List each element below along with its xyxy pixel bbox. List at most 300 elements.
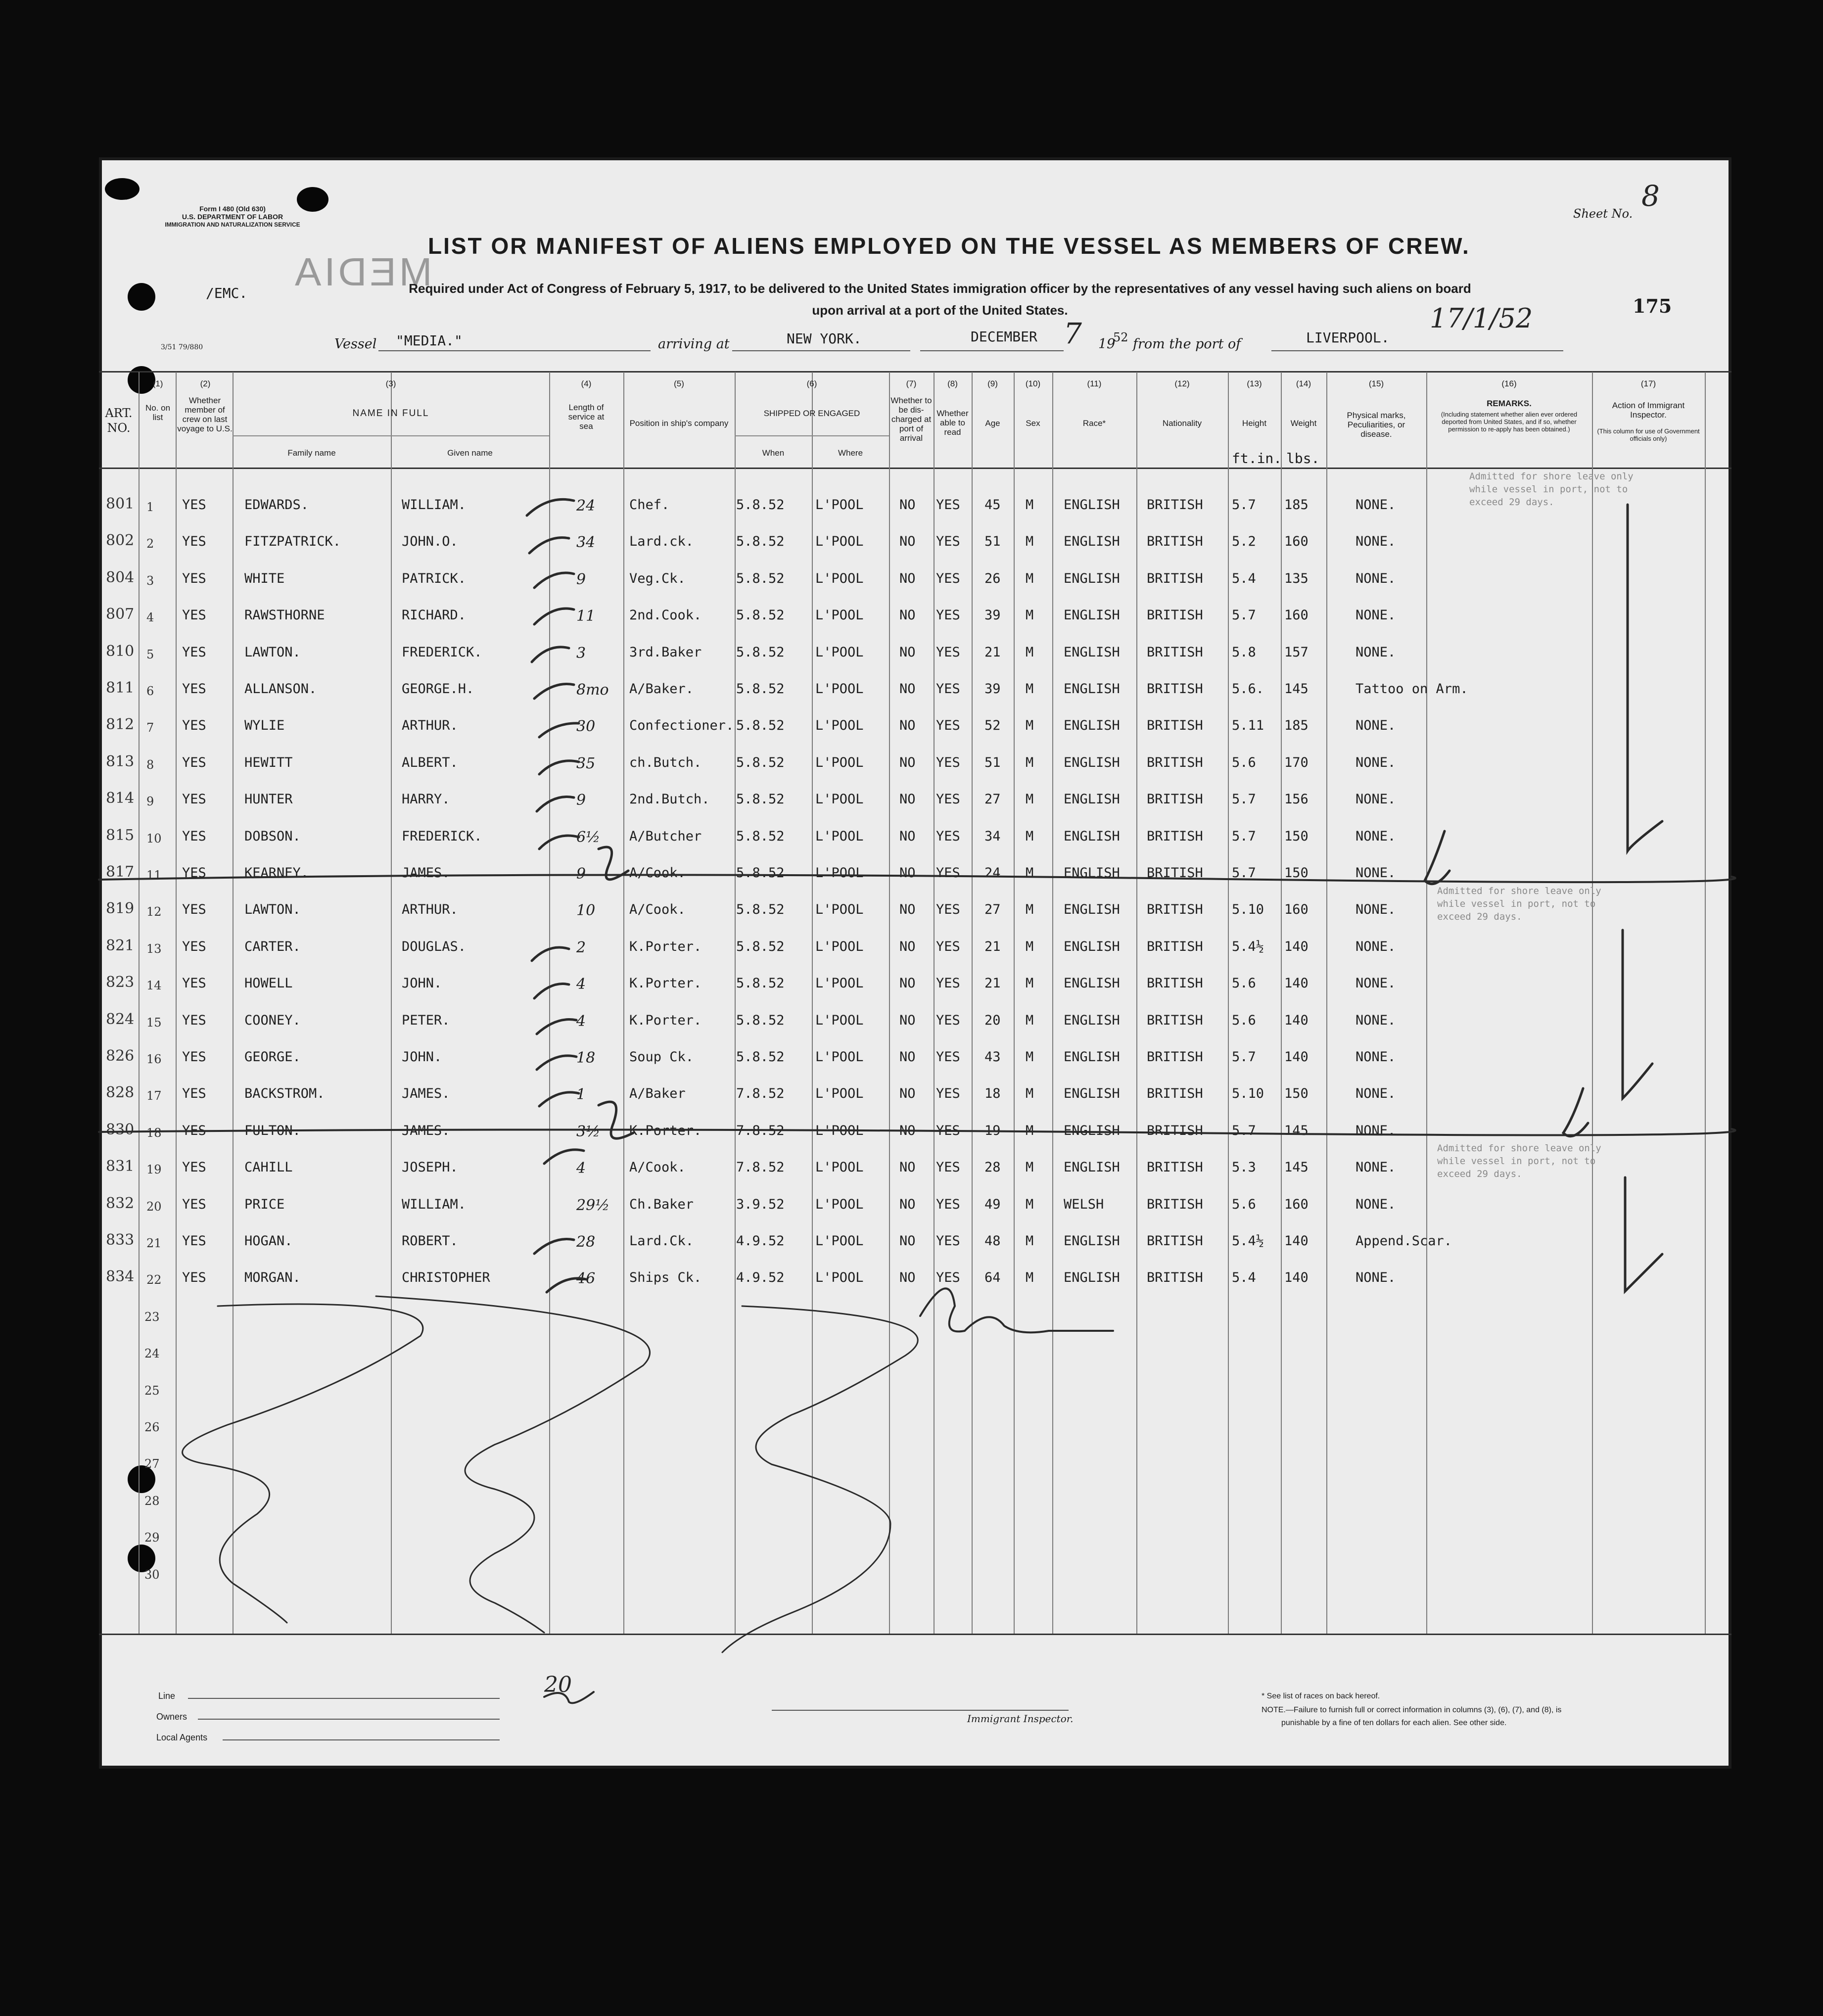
art-number: 817: [106, 863, 135, 881]
cell-race: ENGLISH: [1064, 534, 1120, 550]
cell-given: JOHN.O.: [402, 534, 458, 550]
cell-when: 5.8.52: [736, 754, 785, 770]
art-number: 826: [106, 1047, 135, 1065]
cell-prev: YES: [182, 534, 206, 550]
cell-read: YES: [936, 681, 960, 697]
cell-weight: 150: [1284, 1086, 1309, 1102]
cell-weight: 145: [1284, 681, 1309, 697]
cell-nat: BRITISH: [1147, 902, 1203, 918]
header-remarks: REMARKS.: [1487, 399, 1532, 408]
handwritten-date: 17/1/52: [1430, 303, 1533, 334]
header-col3-num: (3): [385, 379, 396, 388]
cell-weight: 150: [1284, 828, 1309, 844]
cell-position: A/Butcher: [629, 828, 702, 844]
cell-position: 2nd.Butch.: [629, 792, 710, 807]
cell-where: L'POOL: [815, 754, 864, 770]
cell-given: FREDERICK.: [402, 644, 482, 660]
cell-sex: M: [1026, 792, 1034, 807]
cell-no: 17: [146, 1089, 162, 1103]
art-number: 832: [106, 1194, 135, 1212]
cell-no: 20: [146, 1199, 162, 1214]
cell-given: JOHN.: [402, 1049, 442, 1065]
cell-prev: YES: [182, 828, 206, 844]
cell-no: 6: [146, 684, 154, 698]
cell-where: L'POOL: [815, 976, 864, 991]
cell-weight: 145: [1284, 1123, 1309, 1138]
art-number: 812: [106, 716, 135, 734]
cell-race: ENGLISH: [1064, 1160, 1120, 1175]
cell-read: YES: [936, 718, 960, 734]
cell-where: L'POOL: [815, 1160, 864, 1175]
art-number: 824: [106, 1010, 135, 1028]
cell-given: ROBERT.: [402, 1233, 458, 1249]
cell-marks: NONE.: [1356, 1049, 1396, 1065]
cell-prev: YES: [182, 1160, 206, 1175]
cell-no: 14: [146, 979, 162, 993]
art-number: 833: [106, 1231, 135, 1249]
cell-prev: YES: [182, 754, 206, 770]
vessel-label: Vessel: [334, 336, 377, 352]
cell-where: L'POOL: [815, 570, 864, 586]
cell-sex: M: [1026, 1123, 1034, 1138]
cell-read: YES: [936, 865, 960, 881]
cell-prev: YES: [182, 1270, 206, 1286]
sheet-label: Sheet No.: [1573, 207, 1633, 221]
cell-prev: YES: [182, 1196, 206, 1212]
cell-no: 2: [146, 537, 154, 551]
cell-when: 5.8.52: [736, 865, 785, 881]
cell-disch: NO: [899, 828, 916, 844]
art-number: 815: [106, 826, 135, 844]
cell-position: A/Cook.: [629, 902, 686, 918]
cell-given: GEORGE.H.: [402, 681, 474, 697]
cell-sex: M: [1026, 902, 1034, 918]
cell-nat: BRITISH: [1147, 1196, 1203, 1212]
cell-where: L'POOL: [815, 1270, 864, 1286]
footer-owners-label: Owners: [156, 1712, 187, 1722]
cell-position: ch.Butch.: [629, 754, 702, 770]
cell-weight: 160: [1284, 608, 1309, 623]
print-code: 3/51 79/880: [161, 343, 203, 351]
cell-age: 27: [984, 792, 1001, 807]
art-number: 811: [106, 679, 135, 697]
cell-prev: YES: [182, 792, 206, 807]
page-number: 175: [1633, 295, 1672, 317]
cell-given: JAMES.: [402, 1123, 450, 1138]
cell-weight: 185: [1284, 718, 1309, 734]
cell-read: YES: [936, 608, 960, 623]
cell-nat: BRITISH: [1147, 497, 1203, 513]
cell-nat: BRITISH: [1147, 718, 1203, 734]
cell-when: 5.8.52: [736, 792, 785, 807]
cell-given: ARTHUR.: [402, 718, 458, 734]
cell-disch: NO: [899, 1049, 916, 1065]
cell-race: ENGLISH: [1064, 1123, 1120, 1138]
art-number: 834: [106, 1268, 135, 1286]
cell-nat: BRITISH: [1147, 1012, 1203, 1028]
cell-marks: NONE.: [1356, 938, 1396, 954]
cell-weight: 140: [1284, 976, 1309, 991]
cell-height: 5.6: [1232, 754, 1256, 770]
cell-service: 35: [576, 754, 596, 772]
header-discharged: Whether to be dis-charged at port of arrival: [890, 396, 932, 443]
cell-nat: BRITISH: [1147, 608, 1203, 623]
cell-position: A/Cook.: [629, 1160, 686, 1175]
cell-no: 8: [146, 757, 154, 772]
cell-age: 26: [984, 570, 1001, 586]
cell-marks: NONE.: [1356, 1270, 1396, 1286]
header-previous-voyage: Whether member of crew on last voyage to U.S.: [177, 396, 233, 433]
cell-service: 28: [576, 1233, 596, 1251]
cell-age: 28: [984, 1160, 1001, 1175]
cell-race: ENGLISH: [1064, 644, 1120, 660]
cell-race: ENGLISH: [1064, 497, 1120, 513]
art-number: 830: [106, 1121, 135, 1138]
cell-nat: BRITISH: [1147, 865, 1203, 881]
cell-height: 5.7: [1232, 1049, 1256, 1065]
cell-where: L'POOL: [815, 608, 864, 623]
cell-no: 5: [146, 647, 154, 661]
cell-family: HEWITT: [244, 754, 293, 770]
cell-family: GEORGE.: [244, 1049, 301, 1065]
cell-disch: NO: [899, 1196, 916, 1212]
cell-sex: M: [1026, 1086, 1034, 1102]
cell-given: JOHN.: [402, 976, 442, 991]
cell-nat: BRITISH: [1147, 792, 1203, 807]
cell-sex: M: [1026, 718, 1034, 734]
cell-when: 5.8.52: [736, 828, 785, 844]
cell-race: ENGLISH: [1064, 718, 1120, 734]
cell-height: 5.10: [1232, 1086, 1264, 1102]
cell-sex: M: [1026, 865, 1034, 881]
footer-agents-label: Local Agents: [156, 1733, 208, 1742]
header-col14-num: (14): [1296, 379, 1311, 388]
cell-given: WILLIAM.: [402, 1196, 467, 1212]
art-number: 802: [106, 532, 135, 550]
cell-when: 5.8.52: [736, 681, 785, 697]
header-col16-num: (16): [1501, 379, 1517, 388]
cell-marks: NONE.: [1356, 497, 1396, 513]
cell-sex: M: [1026, 534, 1034, 550]
cell-no: 18: [146, 1125, 162, 1140]
cell-age: 52: [984, 718, 1001, 734]
footer-line-label: Line: [158, 1691, 176, 1701]
header-col6-num: (6): [806, 379, 817, 388]
cell-position: Veg.Ck.: [629, 570, 686, 586]
cell-given: WILLIAM.: [402, 497, 467, 513]
header-col5-num: (5): [674, 379, 684, 388]
cell-race: ENGLISH: [1064, 1270, 1120, 1286]
cell-age: 20: [984, 1012, 1001, 1028]
footnote-penalty-1: NOTE.—Failure to furnish full or correct information in columns (3), (6), (7), and (8), is: [1262, 1706, 1562, 1714]
cell-family: EDWARDS.: [244, 497, 309, 513]
cell-read: YES: [936, 754, 960, 770]
cell-race: ENGLISH: [1064, 865, 1120, 881]
cell-family: CARTER.: [244, 938, 301, 954]
cell-family: COONEY.: [244, 1012, 301, 1028]
cell-nat: BRITISH: [1147, 534, 1203, 550]
cell-sex: M: [1026, 938, 1034, 954]
cell-family: FITZPATRICK.: [244, 534, 341, 550]
cell-service: 30: [576, 718, 596, 736]
cell-marks: NONE.: [1356, 1160, 1396, 1175]
cell-family: CAHILL: [244, 1160, 293, 1175]
cell-read: YES: [936, 1049, 960, 1065]
cell-position: 2nd.Cook.: [629, 608, 702, 623]
header-physical-marks: Physical marks, Peculiarities, or disease.: [1347, 411, 1406, 439]
header-remarks-note: (Including statement whether alien ever ordered deported from United States, and if so, whether permission to re-apply has been obtained.): [1441, 411, 1578, 433]
cell-family: WHITE: [244, 570, 285, 586]
cell-family: HOWELL: [244, 976, 293, 991]
cell-prev: YES: [182, 1233, 206, 1249]
cell-disch: NO: [899, 1123, 916, 1138]
cell-prev: YES: [182, 497, 206, 513]
vessel-name: "MEDIA.": [396, 332, 463, 349]
arriving-label: arriving at: [658, 336, 730, 352]
cell-marks: NONE.: [1356, 534, 1396, 550]
cell-family: HOGAN.: [244, 1233, 293, 1249]
departure-port: LIVERPOOL.: [1306, 329, 1390, 346]
header-col8-num: (8): [947, 379, 958, 388]
header-able-to-read: Whether able to read: [936, 409, 969, 437]
cell-marks: NONE.: [1356, 608, 1396, 623]
cell-where: L'POOL: [815, 902, 864, 918]
cell-position: K.Porter.: [629, 976, 702, 991]
art-number: 807: [106, 606, 135, 623]
cell-read: YES: [936, 534, 960, 550]
cell-race: ENGLISH: [1064, 570, 1120, 586]
empty-row-number: 27: [144, 1457, 160, 1471]
cell-prev: YES: [182, 902, 206, 918]
cell-weight: 140: [1284, 1049, 1309, 1065]
cell-sex: M: [1026, 1270, 1034, 1286]
cell-age: 21: [984, 938, 1001, 954]
cell-prev: YES: [182, 1012, 206, 1028]
cell-age: 51: [984, 754, 1001, 770]
cell-no: 10: [146, 831, 162, 845]
cell-height: 5.4½: [1232, 938, 1264, 954]
empty-row-number: 25: [144, 1383, 160, 1398]
cell-when: 5.8.52: [736, 534, 785, 550]
cell-age: 24: [984, 865, 1001, 881]
cell-service: 8mo: [576, 681, 609, 699]
cell-when: 5.8.52: [736, 1049, 785, 1065]
cell-sex: M: [1026, 1049, 1034, 1065]
cell-race: ENGLISH: [1064, 976, 1120, 991]
header-no-on-list: No. on list: [145, 403, 171, 422]
cell-where: L'POOL: [815, 681, 864, 697]
cell-position: A/Baker.: [629, 681, 694, 697]
cell-weight: 145: [1284, 1160, 1309, 1175]
arrival-month: DECEMBER: [971, 328, 1037, 345]
cell-service: 3½: [576, 1123, 601, 1140]
cell-given: ALBERT.: [402, 754, 458, 770]
cell-height: 5.7: [1232, 1123, 1256, 1138]
cell-when: 3.9.52: [736, 1196, 785, 1212]
cell-read: YES: [936, 828, 960, 844]
cell-age: 49: [984, 1196, 1001, 1212]
cell-when: 7.8.52: [736, 1123, 785, 1138]
cell-prev: YES: [182, 1086, 206, 1102]
cell-sex: M: [1026, 608, 1034, 623]
cell-marks: NONE.: [1356, 1196, 1396, 1212]
cell-prev: YES: [182, 570, 206, 586]
header-when: When: [762, 448, 785, 458]
cell-family: PRICE: [244, 1196, 285, 1212]
cell-given: CHRISTOPHER: [402, 1270, 490, 1286]
cell-height: 5.7: [1232, 497, 1256, 513]
cell-service: 1: [576, 1086, 586, 1104]
cell-family: KEARNEY.: [244, 865, 309, 881]
cell-no: 12: [146, 905, 162, 919]
cell-nat: BRITISH: [1147, 1233, 1203, 1249]
cell-nat: BRITISH: [1147, 1270, 1203, 1286]
cell-disch: NO: [899, 1233, 916, 1249]
cell-service: 29½: [576, 1196, 610, 1214]
cell-read: YES: [936, 570, 960, 586]
cell-when: 5.8.52: [736, 644, 785, 660]
cell-height: 5.11: [1232, 718, 1264, 734]
cell-when: 5.8.52: [736, 902, 785, 918]
cell-given: HARRY.: [402, 792, 450, 807]
cell-race: ENGLISH: [1064, 681, 1120, 697]
cell-where: L'POOL: [815, 1196, 864, 1212]
cell-family: HUNTER: [244, 792, 293, 807]
cell-marks: NONE.: [1356, 644, 1396, 660]
cell-sex: M: [1026, 570, 1034, 586]
cell-read: YES: [936, 1160, 960, 1175]
year-prefix: 19: [1098, 336, 1116, 352]
cell-given: JAMES.: [402, 1086, 450, 1102]
handwritten-number: 20: [544, 1672, 572, 1697]
cell-marks: NONE.: [1356, 1123, 1396, 1138]
art-number: 831: [106, 1158, 135, 1175]
cell-marks: NONE.: [1356, 570, 1396, 586]
cell-height: 5.7: [1232, 608, 1256, 623]
cell-sex: M: [1026, 1233, 1034, 1249]
cell-no: 15: [146, 1015, 162, 1030]
header-art-no: ART. NO.: [105, 406, 133, 435]
cell-when: 5.8.52: [736, 718, 785, 734]
cell-read: YES: [936, 1233, 960, 1249]
cell-race: ENGLISH: [1064, 902, 1120, 918]
cell-nat: BRITISH: [1147, 938, 1203, 954]
cell-read: YES: [936, 976, 960, 991]
cell-position: Chef.: [629, 497, 670, 513]
cell-age: 39: [984, 608, 1001, 623]
cell-where: L'POOL: [815, 534, 864, 550]
cell-read: YES: [936, 1123, 960, 1138]
cell-height: 5.2: [1232, 534, 1256, 550]
arrival-port: NEW YORK.: [787, 330, 862, 347]
header-col15-num: (15): [1368, 379, 1384, 388]
cell-given: FREDERICK.: [402, 828, 482, 844]
cell-where: L'POOL: [815, 1049, 864, 1065]
header-family-name: Family name: [287, 448, 336, 458]
cell-disch: NO: [899, 976, 916, 991]
cell-sex: M: [1026, 828, 1034, 844]
cell-position: K.Porter.: [629, 1123, 702, 1138]
cell-weight: 160: [1284, 1196, 1309, 1212]
empty-row-number: 28: [144, 1494, 160, 1508]
cell-sex: M: [1026, 497, 1034, 513]
cell-marks: Append.Scar.: [1356, 1233, 1452, 1249]
cell-age: 39: [984, 681, 1001, 697]
cell-height: 5.4: [1232, 570, 1256, 586]
cell-height: 5.4½: [1232, 1233, 1264, 1249]
cell-given: DOUGLAS.: [402, 938, 467, 954]
cell-age: 43: [984, 1049, 1001, 1065]
cell-disch: NO: [899, 570, 916, 586]
header-inspector-action: Action of Immigrant Inspector.: [1612, 401, 1685, 420]
cell-nat: BRITISH: [1147, 754, 1203, 770]
header-col1-num: (1): [152, 379, 163, 388]
cell-disch: NO: [899, 865, 916, 881]
cell-marks: NONE.: [1356, 754, 1396, 770]
cell-prev: YES: [182, 1049, 206, 1065]
cell-family: LAWTON.: [244, 644, 301, 660]
cell-no: 1: [146, 500, 154, 514]
stamp-mark: MEDIA: [292, 250, 432, 294]
cell-where: L'POOL: [815, 718, 864, 734]
cell-service: 4: [576, 1012, 586, 1030]
cell-disch: NO: [899, 1160, 916, 1175]
cell-no: 3: [146, 573, 154, 588]
header-height: Height: [1242, 419, 1267, 428]
arrival-day: 7: [1064, 317, 1082, 350]
header-age: Age: [985, 419, 1000, 428]
cell-prev: YES: [182, 681, 206, 697]
cell-disch: NO: [899, 681, 916, 697]
cell-marks: NONE.: [1356, 1086, 1396, 1102]
header-length-of-service: Length of service at sea: [568, 403, 605, 431]
cell-race: ENGLISH: [1064, 1012, 1120, 1028]
cell-weight: 140: [1284, 1012, 1309, 1028]
header-col10-num: (10): [1025, 379, 1041, 388]
cell-position: A/Cook.: [629, 865, 686, 881]
remark-stamp: Admitted for shore leave only while vessel in port, not to exceed 29 days.: [1437, 1143, 1601, 1179]
empty-row-number: 29: [144, 1531, 160, 1545]
header-position: Position in ship's company: [629, 419, 729, 428]
cell-position: K.Porter.: [629, 1012, 702, 1028]
cell-when: 7.8.52: [736, 1160, 785, 1175]
cell-family: BACKSTROM.: [244, 1086, 325, 1102]
art-number: 804: [106, 568, 135, 586]
cell-where: L'POOL: [815, 1233, 864, 1249]
cell-marks: Tattoo on Arm.: [1356, 681, 1468, 697]
cell-sex: M: [1026, 1196, 1034, 1212]
cell-race: WELSH: [1064, 1196, 1104, 1212]
empty-row-number: 24: [144, 1347, 160, 1361]
cell-read: YES: [936, 1196, 960, 1212]
art-number: 828: [106, 1084, 135, 1102]
cell-age: 48: [984, 1233, 1001, 1249]
cell-nat: BRITISH: [1147, 1086, 1203, 1102]
cell-weight: 150: [1284, 865, 1309, 881]
cell-age: 34: [984, 828, 1001, 844]
cell-weight: 140: [1284, 1270, 1309, 1286]
cell-given: RICHARD.: [402, 608, 467, 623]
subtitle-line-2: upon arrival at a port of the United States.: [812, 303, 1068, 318]
cell-sex: M: [1026, 1012, 1034, 1028]
cell-read: YES: [936, 1012, 960, 1028]
cell-read: YES: [936, 644, 960, 660]
cell-nat: BRITISH: [1147, 570, 1203, 586]
cell-position: A/Baker: [629, 1086, 686, 1102]
cell-service: 2: [576, 938, 586, 956]
cell-age: 51: [984, 534, 1001, 550]
cell-given: PATRICK.: [402, 570, 467, 586]
